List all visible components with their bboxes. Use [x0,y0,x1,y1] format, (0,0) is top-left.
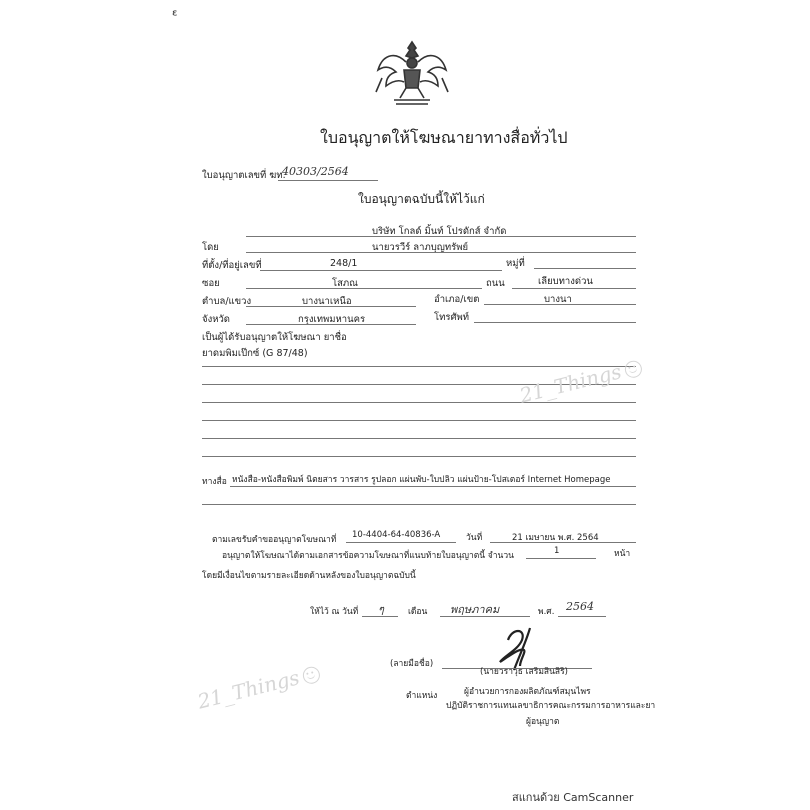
province-label: จังหวัด [202,314,230,325]
soi-value: โสภณ [332,278,358,289]
page-title: ใบอนุญาตให้โฆษณายาทางสื่อทั่วไป [320,128,568,147]
license-no-value: 40303/2564 [282,165,349,178]
phone-label: โทรศัพท์ [434,312,470,323]
moo-label: หมู่ที่ [506,258,525,269]
license-no-label: ใบอนุญาตเลขที่ ฆท. [202,170,286,181]
address-value: 248/1 [330,258,358,269]
request-no-value: 10-4404-64-40836-A [352,530,441,540]
request-no-label: ตามเลขรับคำขออนุญาตโฆษณาที่ [212,535,337,545]
province-value: กรุงเทพมหานคร [298,314,366,325]
corner-mark: ᵋ [172,6,178,25]
given-year: 2564 [566,600,594,613]
position-label: ตำแหน่ง [406,691,438,701]
month-label: เดือน [408,607,428,617]
road-value: เลียบทางด่วน [538,276,593,287]
permit-text: อนุญาตให้โฆษณาได้ตามเอกสารข้อความโฆษณาที่แนบท้ายใบอนุญาตนี้ จำนวน [222,551,514,561]
watermark-top: 21_Things [517,354,644,408]
given-day: ๆ [378,603,384,616]
scanner-label: สแกนด้วย CamScanner [512,791,634,804]
position-line-1: ผู้อำนวยการกองผลิตภัณฑ์สมุนไพร [464,687,591,697]
soi-label: ซอย [202,278,220,289]
media-value: หนังสือ-หนังสือพิมพ์ นิตยสาร วารสาร รูปลอก แผ่นพับ-ใบปลิว แผ่นป้าย-โปสเตอร์ Internet Homepage [232,475,611,485]
pages-unit: หน้า [614,549,631,559]
drug-name: ยาดมพิมเป๊กซ์ (G 87/48) [202,348,308,359]
road-label: ถนน [486,278,505,289]
by-value: นายวรวีร์ ลาภบุญทรัพย์ [372,242,469,253]
amphoe-value: บางนา [544,294,572,305]
given-month: พฤษภาคม [450,603,500,616]
signer-name: (นายวราวุธ เสริมสินสิริ) [480,667,568,677]
position-line-3: ผู้อนุญาต [526,717,560,727]
pages-value: 1 [554,546,560,556]
media-label: ทางสื่อ [202,477,227,487]
address-label: ที่ตั้ง/ที่อยู่เลขที่ [202,260,262,271]
smiley-icon [301,665,322,686]
watermark-bottom: 21_Things [195,660,322,714]
given-label: ให้ไว้ ณ วันที่ [310,607,359,617]
tambon-label: ตำบล/แขวง [202,296,252,307]
tambon-value: บางนาเหนือ [302,296,352,307]
licensee-label: เป็นผู้ได้รับอนุญาตให้โฆษณา ยาชื่อ [202,332,347,343]
request-date-label: วันที่ [466,533,483,543]
smiley-icon [623,359,644,380]
garuda-emblem-icon [372,36,452,108]
request-date-value: 21 เมษายน พ.ศ. 2564 [512,533,599,543]
company-value: บริษัท โกลด์ มิ้นท์ โปรดักส์ จำกัด [372,226,507,237]
condition-text: โดยมีเงื่อนไขตามรายละเอียดด้านหลังของใบอนุญาตฉบับนี้ [202,571,416,581]
year-label: พ.ศ. [538,607,555,617]
issued-to-heading: ใบอนุญาตฉบับนี้ให้ไว้แก่ [358,192,485,206]
by-label: โดย [202,242,219,253]
position-line-2: ปฏิบัติราชการแทนเลขาธิการคณะกรรมการอาหารและยา [446,701,656,711]
amphoe-label: อำเภอ/เขต [434,294,480,305]
sign-label: (ลายมือชื่อ) [390,659,434,669]
